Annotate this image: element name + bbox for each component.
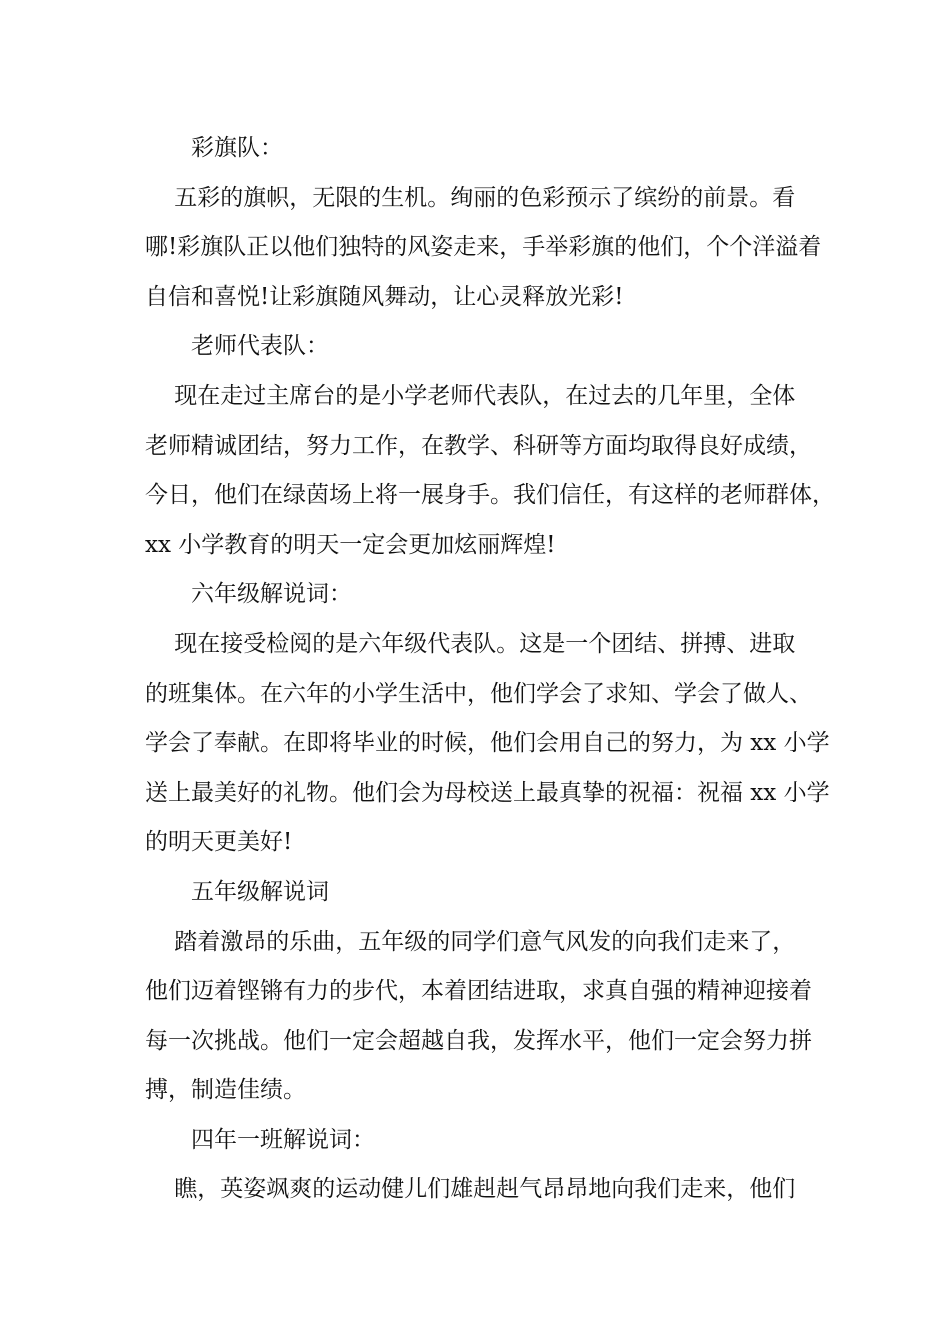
section-heading: 五年级解说词: [191, 878, 329, 905]
section-heading: 老师代表队：: [191, 333, 329, 360]
paragraph-line: 每一次挑战。他们一定会超越自我，发挥水平，他们一定会努力拼: [145, 1027, 812, 1054]
paragraph-line: 哪!彩旗队正以他们独特的风姿走来，手举彩旗的他们，个个洋溢着: [145, 234, 822, 261]
paragraph-line: 的明天更美好!: [145, 829, 293, 856]
paragraph-line: 他们迈着铿锵有力的步代，本着团结进取，求真自强的精神迎接着: [145, 978, 812, 1005]
paragraph-line: 五彩的旗帜，无限的生机。绚丽的色彩预示了缤纷的前景。看: [145, 184, 796, 211]
paragraph-line: 现在走过主席台的是小学老师代表队，在过去的几年里，全体: [145, 382, 796, 409]
paragraph-line: 瞧，英姿飒爽的运动健儿们雄赳赳气昂昂地向我们走来，他们: [145, 1176, 796, 1203]
paragraph-line: 学会了奉献。在即将毕业的时候，他们会用自己的努力，为 xx 小学: [145, 730, 830, 757]
paragraph-line: xx 小学教育的明天一定会更加炫丽辉煌!: [145, 531, 556, 558]
document-body: [145, 124, 835, 1215]
section-heading: 六年级解说词：: [191, 581, 352, 608]
paragraph-line: 送上最美好的礼物。他们会为母校送上最真挚的祝福：祝福 xx 小学: [145, 779, 830, 806]
paragraph-line: 现在接受检阅的是六年级代表队。这是一个团结、拼搏、进取: [145, 630, 796, 657]
paragraph-line: 的班集体。在六年的小学生活中，他们学会了求知、学会了做人、: [145, 680, 812, 707]
paragraph-line: 搏，制造佳绩。: [145, 1077, 306, 1104]
paragraph-line: 老师精诚团结，努力工作，在教学、科研等方面均取得良好成绩，: [145, 432, 812, 459]
section-heading: 四年一班解说词：: [191, 1126, 375, 1153]
paragraph-line: 今日，他们在绿茵场上将一展身手。我们信任，有这样的老师群体，: [145, 482, 835, 509]
paragraph-line: 自信和喜悦!让彩旗随风舞动，让心灵释放光彩!: [145, 283, 624, 310]
paragraph-line: 踏着激昂的乐曲，五年级的同学们意气风发的向我们走来了，: [145, 928, 796, 955]
section-heading: 彩旗队：: [191, 135, 283, 161]
